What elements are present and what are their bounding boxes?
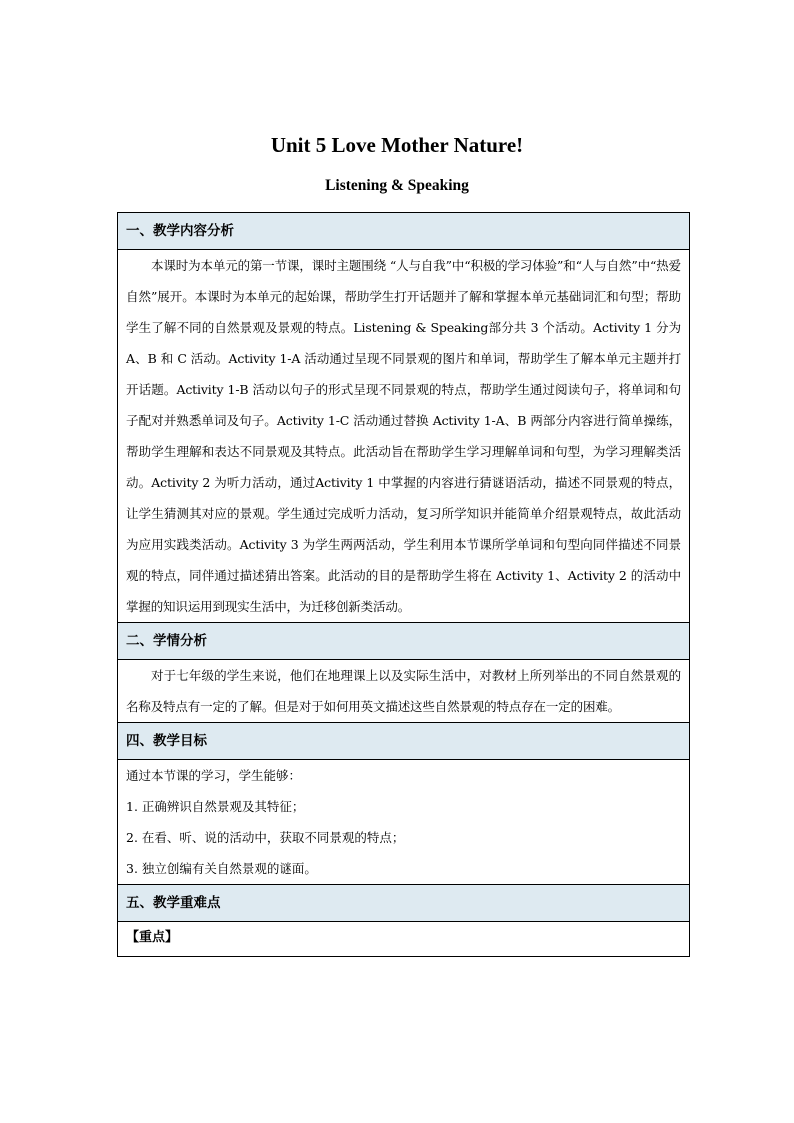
objective-item: 1. 正确辨识自然景观及其特征； xyxy=(126,799,305,814)
key-points-heading: 五、教学重难点 xyxy=(118,885,690,922)
section-body-row xyxy=(118,760,690,885)
learner-analysis-heading: 二、学情分析 xyxy=(118,623,690,660)
document-subtitle: Listening & Speaking xyxy=(325,177,469,194)
lesson-plan-table xyxy=(117,212,690,957)
section-body-row xyxy=(118,660,690,723)
section-header-row xyxy=(118,623,690,660)
section-header-row xyxy=(118,213,690,250)
learner-analysis-body xyxy=(118,660,690,723)
document-title: Unit 5 Love Mother Nature! xyxy=(270,133,524,157)
section-body-row xyxy=(118,922,690,957)
objectives-intro: 通过本节课的学习，学生能够： xyxy=(126,768,302,783)
section-header-row xyxy=(118,723,690,760)
objective-item: 2. 在看、听、说的活动中，获取不同景观的特点； xyxy=(126,830,405,845)
objective-item: 3. 独立创编有关自然景观的谜面。 xyxy=(126,861,317,876)
content-analysis-paragraph: 本课时为本单元的第一节课，课时主题围绕 “人与自我”中“积极的学习体验”和“人与自然”中“热爱自然”展开。本课时为本单元的起始课，帮助学生打开话题并了解和掌握本单元基础词汇和句型；帮助学生了解不同的自然景观及景观的特点。Listening & Speaking部分共 3 个活动。Activity 1 分为 A、B 和 C 活动。Activity 1-A 活动通过呈现不同景观的图片和单词，帮助学生了解本单元主题并打开话题。Activity 1-B 活动以句子的形式呈现不同景观的特点，帮助学生通过阅读句子，将单词和句子配对并熟悉单词及句子。Activity 1-C 活动通过替换 Activity 1-A、B 两部分内容进行简单操练，帮助学生理解和表达不同景观及其特点。此活动旨在帮助学生学习理解单词和句型，为学习理解类活动。Activity 2 为听力活动，通过Activity 1 中掌握的内容进行猜谜语活动，描述不同景观的特点，让学生猜测其对应的景观。学生通过完成听力活动，复习所学知识并能简单介绍景观特点，故此活动为应用实践类活动。Activity 3 为学生两两活动，学生利用本节课所学单词和句型向同伴描述不同景观的特点，同伴通过描述猜出答案。此活动的目的是帮助学生将在 Activity 1、Activity 2 的活动中掌握的知识运用到现实生活中，为迁移创新类活动。 xyxy=(126,258,681,614)
content-analysis-body xyxy=(118,250,690,623)
objectives-body xyxy=(118,760,690,885)
section-header-row xyxy=(118,885,690,922)
section-body-row xyxy=(118,250,690,623)
content-analysis-heading: 一、教学内容分析 xyxy=(118,213,690,250)
objectives-heading: 四、教学目标 xyxy=(118,723,690,760)
key-points-label: 【重点】 xyxy=(118,922,690,957)
learner-analysis-paragraph: 对于七年级的学生来说，他们在地理课上以及实际生活中，对教材上所列举出的不同自然景观的名称及特点有一定的了解。但是对于如何用英文描述这些自然景观的特点存在一定的困难。 xyxy=(126,668,681,714)
